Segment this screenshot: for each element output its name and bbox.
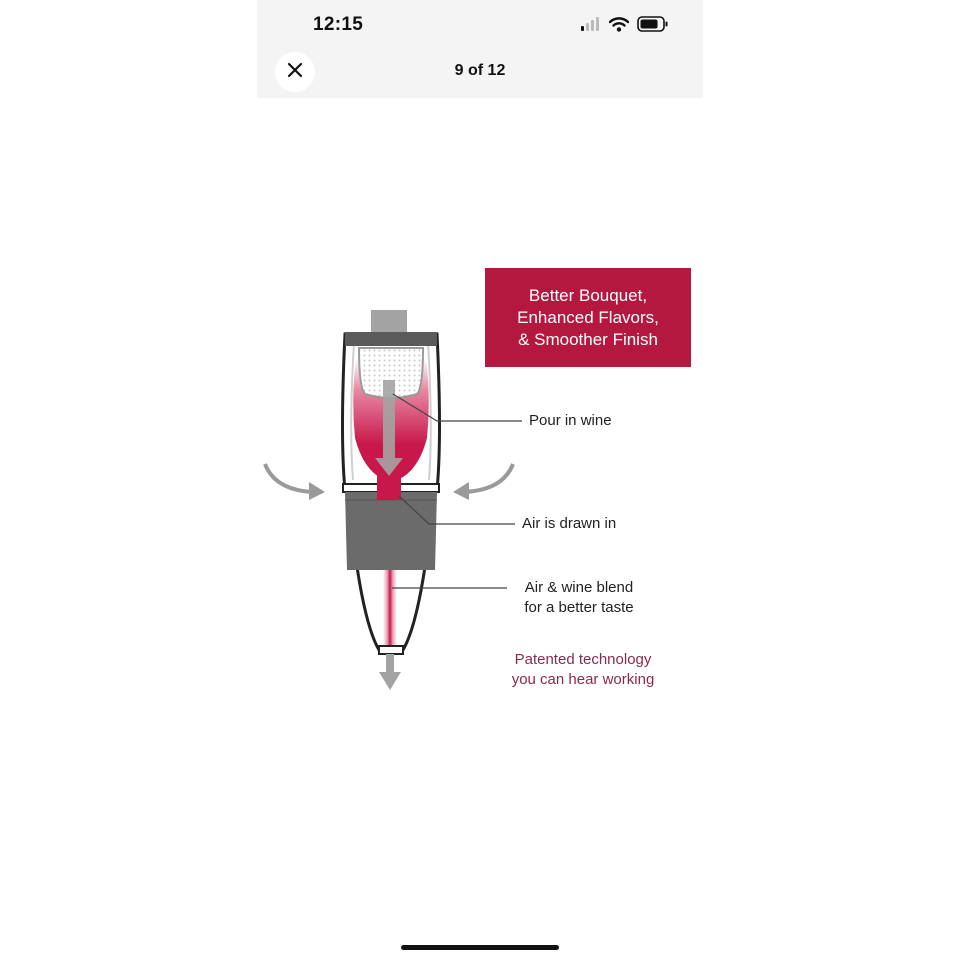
- status-time: 12:15: [313, 14, 364, 35]
- note-line: Patented technology: [514, 651, 652, 668]
- patented-technology-note: [493, 650, 673, 690]
- status-icons: [581, 16, 669, 37]
- air-intake-arrow-right: [453, 464, 513, 500]
- air-wine-blend-label: [509, 578, 649, 618]
- wifi-icon: [609, 17, 629, 37]
- label-line: for a better taste: [524, 599, 634, 616]
- home-indicator[interactable]: [401, 945, 559, 950]
- air-drawn-in-label: Air is drawn in: [522, 515, 617, 532]
- outflow-arrow: [379, 654, 401, 690]
- callout-line: Better Bouquet,: [528, 285, 648, 305]
- image-viewer-header: [257, 50, 703, 98]
- note-line: you can hear working: [511, 671, 655, 688]
- callout-line: Enhanced Flavors,: [517, 307, 659, 327]
- status-bar: [257, 0, 703, 50]
- phone-screen: [257, 0, 703, 960]
- aerator-diagram: [257, 98, 703, 938]
- air-intake-arrow-left: [265, 464, 325, 500]
- aerator-body: [343, 332, 440, 654]
- label-line: Air & wine blend: [524, 579, 634, 596]
- pour-in-wine-label: Pour in wine: [529, 412, 612, 429]
- product-image[interactable]: [257, 98, 703, 938]
- cellular-signal-icon: [581, 17, 601, 36]
- benefit-callout: [485, 268, 691, 367]
- battery-icon: [637, 16, 669, 37]
- callout-line: & Smoother Finish: [518, 329, 658, 349]
- image-counter: 9 of 12: [454, 62, 506, 79]
